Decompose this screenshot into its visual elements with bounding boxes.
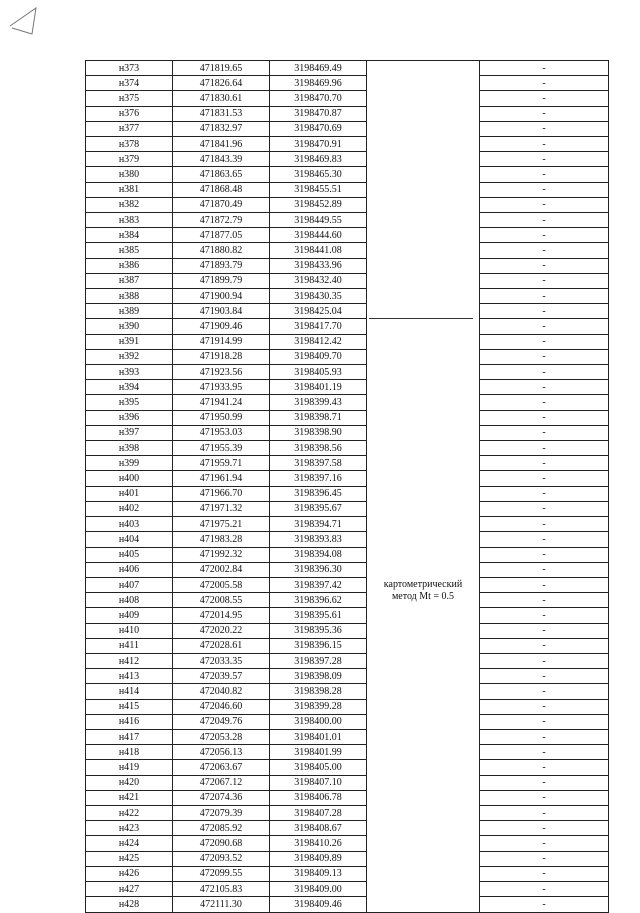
x-coordinate-cell: 471955.39 (173, 441, 270, 456)
y-coordinate-cell: 3198449.55 (270, 213, 367, 228)
x-coordinate-cell: 472079.39 (173, 805, 270, 820)
table-row (86, 273, 609, 288)
table-row (86, 790, 609, 805)
x-coordinate-cell: 472033.35 (173, 653, 270, 668)
x-coordinate-cell: 471914.99 (173, 334, 270, 349)
y-coordinate-cell: 3198409.00 (270, 881, 367, 896)
note-cell: - (480, 304, 609, 319)
table-row (86, 425, 609, 440)
table-row (86, 61, 609, 76)
y-coordinate-cell: 3198398.71 (270, 410, 367, 425)
x-coordinate-cell: 471975.21 (173, 517, 270, 532)
point-id-cell: н377 (86, 121, 173, 136)
table-row (86, 243, 609, 258)
x-coordinate-cell: 471880.82 (173, 243, 270, 258)
table-row (86, 410, 609, 425)
note-cell: - (480, 380, 609, 395)
point-id-cell: н417 (86, 729, 173, 744)
y-coordinate-cell: 3198409.89 (270, 851, 367, 866)
table-row (86, 745, 609, 760)
y-coordinate-cell: 3198397.28 (270, 653, 367, 668)
y-coordinate-cell: 3198470.69 (270, 121, 367, 136)
point-id-cell: н421 (86, 790, 173, 805)
table-row (86, 380, 609, 395)
x-coordinate-cell: 471830.61 (173, 91, 270, 106)
y-coordinate-cell: 3198470.91 (270, 137, 367, 152)
x-coordinate-cell: 471971.32 (173, 501, 270, 516)
note-cell: - (480, 577, 609, 592)
note-cell: - (480, 441, 609, 456)
table-row (86, 334, 609, 349)
x-coordinate-cell: 472063.67 (173, 760, 270, 775)
table-row (86, 91, 609, 106)
y-coordinate-cell: 3198407.10 (270, 775, 367, 790)
y-coordinate-cell: 3198469.83 (270, 152, 367, 167)
x-coordinate-cell: 472008.55 (173, 593, 270, 608)
point-id-cell: н419 (86, 760, 173, 775)
y-coordinate-cell: 3198452.89 (270, 197, 367, 212)
y-coordinate-cell: 3198405.93 (270, 365, 367, 380)
table-row (86, 213, 609, 228)
note-cell: - (480, 106, 609, 121)
x-coordinate-cell: 471826.64 (173, 76, 270, 91)
y-coordinate-cell: 3198397.42 (270, 577, 367, 592)
y-coordinate-cell: 3198444.60 (270, 228, 367, 243)
note-cell: - (480, 790, 609, 805)
y-coordinate-cell: 3198396.30 (270, 562, 367, 577)
x-coordinate-cell: 472005.58 (173, 577, 270, 592)
point-id-cell: н410 (86, 623, 173, 638)
x-coordinate-cell: 471877.05 (173, 228, 270, 243)
point-id-cell: н424 (86, 836, 173, 851)
table-row (86, 623, 609, 638)
y-coordinate-cell: 3198470.87 (270, 106, 367, 121)
note-cell: - (480, 501, 609, 516)
table-row (86, 304, 609, 319)
point-id-cell: н407 (86, 577, 173, 592)
method-cell (367, 61, 480, 913)
x-coordinate-cell: 472105.83 (173, 881, 270, 896)
table-row (86, 456, 609, 471)
x-coordinate-cell: 472002.84 (173, 562, 270, 577)
x-coordinate-cell: 471832.97 (173, 121, 270, 136)
point-id-cell: н392 (86, 349, 173, 364)
y-coordinate-cell: 3198441.08 (270, 243, 367, 258)
x-coordinate-cell: 472046.60 (173, 699, 270, 714)
note-cell: - (480, 729, 609, 744)
x-coordinate-cell: 472056.13 (173, 745, 270, 760)
x-coordinate-cell: 472020.22 (173, 623, 270, 638)
coordinates-table (85, 60, 609, 913)
table-row (86, 821, 609, 836)
note-cell: - (480, 365, 609, 380)
note-cell: - (480, 760, 609, 775)
point-id-cell: н426 (86, 866, 173, 881)
note-cell: - (480, 167, 609, 182)
point-id-cell: н390 (86, 319, 173, 334)
y-coordinate-cell: 3198395.61 (270, 608, 367, 623)
table-row (86, 653, 609, 668)
point-id-cell: н412 (86, 653, 173, 668)
note-cell: - (480, 547, 609, 562)
y-coordinate-cell: 3198398.28 (270, 684, 367, 699)
note-cell: - (480, 137, 609, 152)
x-coordinate-cell: 472028.61 (173, 638, 270, 653)
table-row (86, 289, 609, 304)
x-coordinate-cell: 472074.36 (173, 790, 270, 805)
table-row (86, 137, 609, 152)
table-row (86, 577, 609, 592)
y-coordinate-cell: 3198401.99 (270, 745, 367, 760)
point-id-cell: н386 (86, 258, 173, 273)
x-coordinate-cell: 471983.28 (173, 532, 270, 547)
note-cell: - (480, 334, 609, 349)
point-id-cell: н385 (86, 243, 173, 258)
note-cell: - (480, 319, 609, 334)
note-cell: - (480, 243, 609, 258)
table-row (86, 684, 609, 699)
table-row (86, 258, 609, 273)
table-row (86, 501, 609, 516)
point-id-cell: н387 (86, 273, 173, 288)
note-cell: - (480, 213, 609, 228)
x-coordinate-cell: 472090.68 (173, 836, 270, 851)
note-cell: - (480, 897, 609, 913)
x-coordinate-cell: 471900.94 (173, 289, 270, 304)
table-row (86, 517, 609, 532)
y-coordinate-cell: 3198398.90 (270, 425, 367, 440)
table-row (86, 593, 609, 608)
point-id-cell: н381 (86, 182, 173, 197)
x-coordinate-cell: 471863.65 (173, 167, 270, 182)
y-coordinate-cell: 3198399.43 (270, 395, 367, 410)
point-id-cell: н415 (86, 699, 173, 714)
method-divider-line (369, 318, 473, 319)
x-coordinate-cell: 471961.94 (173, 471, 270, 486)
y-coordinate-cell: 3198409.46 (270, 897, 367, 913)
x-coordinate-cell: 472049.76 (173, 714, 270, 729)
point-id-cell: н420 (86, 775, 173, 790)
x-coordinate-cell: 471868.48 (173, 182, 270, 197)
point-id-cell: н401 (86, 486, 173, 501)
note-cell: - (480, 76, 609, 91)
note-cell: - (480, 836, 609, 851)
note-cell: - (480, 456, 609, 471)
x-coordinate-cell: 471893.79 (173, 258, 270, 273)
y-coordinate-cell: 3198395.67 (270, 501, 367, 516)
point-id-cell: н408 (86, 593, 173, 608)
x-coordinate-cell: 472085.92 (173, 821, 270, 836)
point-id-cell: н411 (86, 638, 173, 653)
x-coordinate-cell: 471953.03 (173, 425, 270, 440)
coordinates-table-body (86, 61, 609, 913)
table-row (86, 76, 609, 91)
table-row (86, 486, 609, 501)
y-coordinate-cell: 3198398.56 (270, 441, 367, 456)
table-row (86, 395, 609, 410)
method-label-line-1: картометрический (383, 579, 463, 590)
table-row (86, 532, 609, 547)
note-cell: - (480, 273, 609, 288)
point-id-cell: н374 (86, 76, 173, 91)
x-coordinate-cell: 471872.79 (173, 213, 270, 228)
note-cell: - (480, 881, 609, 896)
point-id-cell: н383 (86, 213, 173, 228)
point-id-cell: н388 (86, 289, 173, 304)
point-id-cell: н397 (86, 425, 173, 440)
note-cell: - (480, 684, 609, 699)
table-row (86, 760, 609, 775)
y-coordinate-cell: 3198398.09 (270, 669, 367, 684)
table-row (86, 714, 609, 729)
y-coordinate-cell: 3198469.49 (270, 61, 367, 76)
point-id-cell: н403 (86, 517, 173, 532)
y-coordinate-cell: 3198395.36 (270, 623, 367, 638)
point-id-cell: н409 (86, 608, 173, 623)
table-row (86, 851, 609, 866)
x-coordinate-cell: 471841.96 (173, 137, 270, 152)
note-cell: - (480, 289, 609, 304)
point-id-cell: н380 (86, 167, 173, 182)
y-coordinate-cell: 3198397.58 (270, 456, 367, 471)
table-row (86, 562, 609, 577)
y-coordinate-cell: 3198470.70 (270, 91, 367, 106)
x-coordinate-cell: 471959.71 (173, 456, 270, 471)
x-coordinate-cell: 471923.56 (173, 365, 270, 380)
table-row (86, 228, 609, 243)
point-id-cell: н400 (86, 471, 173, 486)
x-coordinate-cell: 471992.32 (173, 547, 270, 562)
point-id-cell: н416 (86, 714, 173, 729)
table-row (86, 775, 609, 790)
point-id-cell: н399 (86, 456, 173, 471)
y-coordinate-cell: 3198393.83 (270, 532, 367, 547)
table-row (86, 836, 609, 851)
table-row (86, 608, 609, 623)
note-cell: - (480, 517, 609, 532)
x-coordinate-cell: 471819.65 (173, 61, 270, 76)
note-cell: - (480, 182, 609, 197)
table-row (86, 805, 609, 820)
method-label (367, 579, 479, 603)
note-cell: - (480, 121, 609, 136)
note-cell: - (480, 745, 609, 760)
note-cell: - (480, 228, 609, 243)
y-coordinate-cell: 3198409.13 (270, 866, 367, 881)
y-coordinate-cell: 3198400.00 (270, 714, 367, 729)
x-coordinate-cell: 472039.57 (173, 669, 270, 684)
point-id-cell: н389 (86, 304, 173, 319)
table-row (86, 866, 609, 881)
note-cell: - (480, 699, 609, 714)
note-cell: - (480, 608, 609, 623)
x-coordinate-cell: 472014.95 (173, 608, 270, 623)
point-id-cell: н414 (86, 684, 173, 699)
table-row (86, 319, 609, 334)
coordinates-sheet (85, 60, 603, 913)
corner-pencil-mark (6, 4, 42, 38)
note-cell: - (480, 425, 609, 440)
point-id-cell: н382 (86, 197, 173, 212)
table-row (86, 471, 609, 486)
x-coordinate-cell: 471941.24 (173, 395, 270, 410)
y-coordinate-cell: 3198399.28 (270, 699, 367, 714)
point-id-cell: н378 (86, 137, 173, 152)
x-coordinate-cell: 471870.49 (173, 197, 270, 212)
x-coordinate-cell: 471831.53 (173, 106, 270, 121)
y-coordinate-cell: 3198409.70 (270, 349, 367, 364)
x-coordinate-cell: 471918.28 (173, 349, 270, 364)
y-coordinate-cell: 3198396.15 (270, 638, 367, 653)
y-coordinate-cell: 3198405.00 (270, 760, 367, 775)
y-coordinate-cell: 3198432.40 (270, 273, 367, 288)
table-row (86, 365, 609, 380)
note-cell: - (480, 197, 609, 212)
x-coordinate-cell: 472111.30 (173, 897, 270, 913)
note-cell: - (480, 410, 609, 425)
x-coordinate-cell: 471933.95 (173, 380, 270, 395)
point-id-cell: н379 (86, 152, 173, 167)
x-coordinate-cell: 471899.79 (173, 273, 270, 288)
y-coordinate-cell: 3198425.04 (270, 304, 367, 319)
point-id-cell: н423 (86, 821, 173, 836)
note-cell: - (480, 486, 609, 501)
note-cell: - (480, 851, 609, 866)
note-cell: - (480, 395, 609, 410)
x-coordinate-cell: 471909.46 (173, 319, 270, 334)
x-coordinate-cell: 471903.84 (173, 304, 270, 319)
y-coordinate-cell: 3198406.78 (270, 790, 367, 805)
point-id-cell: н404 (86, 532, 173, 547)
x-coordinate-cell: 471843.39 (173, 152, 270, 167)
table-row (86, 441, 609, 456)
point-id-cell: н394 (86, 380, 173, 395)
y-coordinate-cell: 3198412.42 (270, 334, 367, 349)
table-row (86, 349, 609, 364)
point-id-cell: н395 (86, 395, 173, 410)
table-row (86, 182, 609, 197)
table-row (86, 638, 609, 653)
table-row (86, 106, 609, 121)
point-id-cell: н406 (86, 562, 173, 577)
point-id-cell: н398 (86, 441, 173, 456)
point-id-cell: н402 (86, 501, 173, 516)
note-cell: - (480, 775, 609, 790)
y-coordinate-cell: 3198401.19 (270, 380, 367, 395)
note-cell: - (480, 669, 609, 684)
y-coordinate-cell: 3198455.51 (270, 182, 367, 197)
x-coordinate-cell: 471966.70 (173, 486, 270, 501)
y-coordinate-cell: 3198394.08 (270, 547, 367, 562)
y-coordinate-cell: 3198433.96 (270, 258, 367, 273)
x-coordinate-cell: 471950.99 (173, 410, 270, 425)
note-cell: - (480, 91, 609, 106)
point-id-cell: н422 (86, 805, 173, 820)
note-cell: - (480, 653, 609, 668)
point-id-cell: н376 (86, 106, 173, 121)
method-cell-content (367, 61, 479, 912)
note-cell: - (480, 623, 609, 638)
point-id-cell: н428 (86, 897, 173, 913)
x-coordinate-cell: 472093.52 (173, 851, 270, 866)
note-cell: - (480, 61, 609, 76)
point-id-cell: н384 (86, 228, 173, 243)
table-row (86, 167, 609, 182)
method-label-line-2: метод Mt = 0.5 (391, 591, 455, 602)
point-id-cell: н425 (86, 851, 173, 866)
point-id-cell: н393 (86, 365, 173, 380)
y-coordinate-cell: 3198410.26 (270, 836, 367, 851)
y-coordinate-cell: 3198469.96 (270, 76, 367, 91)
table-row (86, 121, 609, 136)
x-coordinate-cell: 472067.12 (173, 775, 270, 790)
y-coordinate-cell: 3198394.71 (270, 517, 367, 532)
note-cell: - (480, 349, 609, 364)
y-coordinate-cell: 3198430.35 (270, 289, 367, 304)
point-id-cell: н391 (86, 334, 173, 349)
y-coordinate-cell: 3198408.67 (270, 821, 367, 836)
point-id-cell: н375 (86, 91, 173, 106)
table-row (86, 881, 609, 896)
point-id-cell: н396 (86, 410, 173, 425)
y-coordinate-cell: 3198407.28 (270, 805, 367, 820)
note-cell: - (480, 866, 609, 881)
note-cell: - (480, 562, 609, 577)
note-cell: - (480, 638, 609, 653)
x-coordinate-cell: 472040.82 (173, 684, 270, 699)
table-row (86, 152, 609, 167)
point-id-cell: н413 (86, 669, 173, 684)
note-cell: - (480, 258, 609, 273)
y-coordinate-cell: 3198397.16 (270, 471, 367, 486)
table-row (86, 547, 609, 562)
table-row (86, 669, 609, 684)
note-cell: - (480, 821, 609, 836)
y-coordinate-cell: 3198396.62 (270, 593, 367, 608)
note-cell: - (480, 152, 609, 167)
table-row (86, 729, 609, 744)
note-cell: - (480, 532, 609, 547)
note-cell: - (480, 471, 609, 486)
y-coordinate-cell: 3198396.45 (270, 486, 367, 501)
note-cell: - (480, 805, 609, 820)
note-cell: - (480, 593, 609, 608)
note-cell: - (480, 714, 609, 729)
y-coordinate-cell: 3198401.01 (270, 729, 367, 744)
x-coordinate-cell: 472099.55 (173, 866, 270, 881)
point-id-cell: н427 (86, 881, 173, 896)
y-coordinate-cell: 3198465.30 (270, 167, 367, 182)
point-id-cell: н405 (86, 547, 173, 562)
point-id-cell: н373 (86, 61, 173, 76)
table-row (86, 699, 609, 714)
y-coordinate-cell: 3198417.70 (270, 319, 367, 334)
x-coordinate-cell: 472053.28 (173, 729, 270, 744)
table-row (86, 197, 609, 212)
point-id-cell: н418 (86, 745, 173, 760)
